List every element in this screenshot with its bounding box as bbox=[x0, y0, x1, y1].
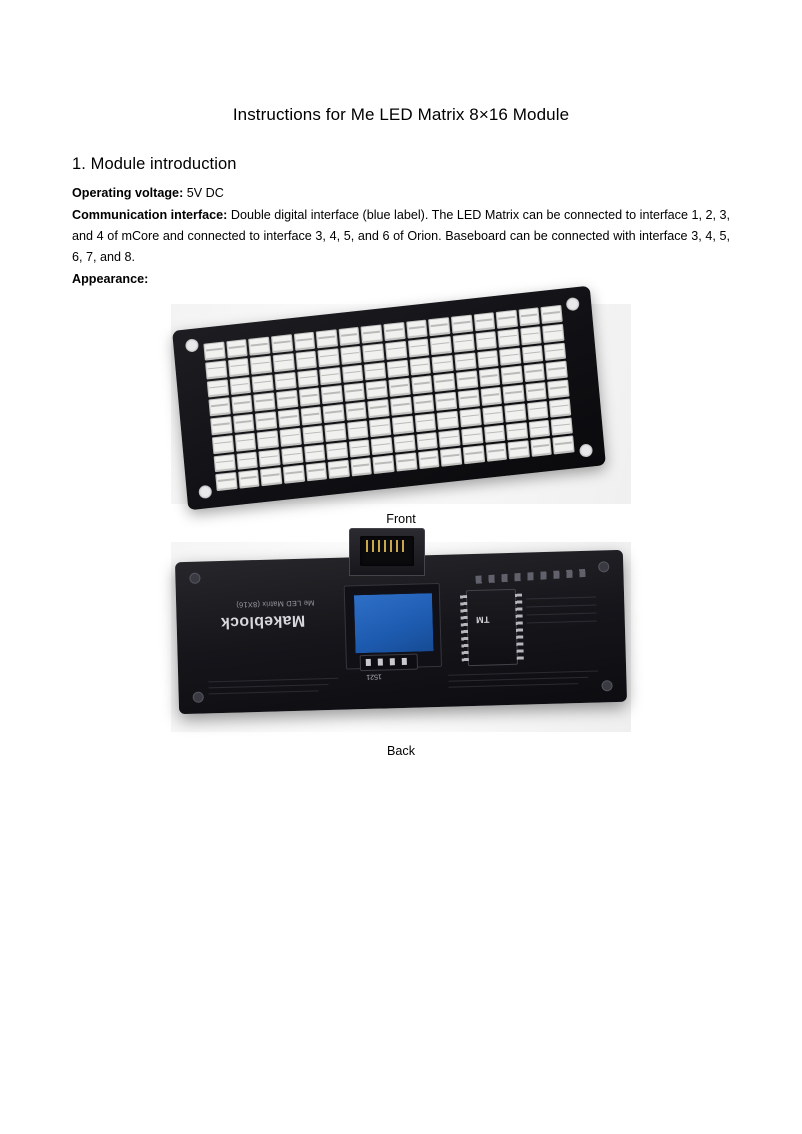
led-cell bbox=[233, 414, 255, 433]
led-cell bbox=[544, 342, 566, 361]
led-matrix-grid bbox=[203, 305, 574, 491]
led-cell bbox=[387, 359, 409, 378]
led-cell bbox=[338, 327, 360, 346]
communication-interface-line bbox=[72, 204, 730, 268]
led-cell bbox=[518, 307, 540, 326]
figure-caption-front: Front bbox=[386, 512, 416, 526]
led-cell bbox=[328, 460, 350, 479]
led-cell bbox=[278, 409, 300, 428]
led-cell bbox=[452, 333, 474, 352]
led-cell bbox=[451, 315, 473, 334]
board-model-text: Me LED Matrix (8X16) bbox=[236, 598, 315, 610]
led-cell bbox=[530, 438, 552, 457]
led-cell bbox=[390, 397, 412, 416]
led-cell bbox=[473, 312, 495, 331]
led-cell bbox=[435, 392, 457, 411]
led-cell bbox=[373, 455, 395, 474]
led-cell bbox=[302, 425, 324, 444]
led-cell bbox=[438, 429, 460, 448]
led-cell bbox=[252, 374, 274, 393]
led-cell bbox=[260, 467, 282, 486]
led-cell bbox=[253, 393, 275, 412]
led-cell bbox=[228, 358, 250, 377]
led-cell bbox=[414, 413, 436, 432]
led-cell bbox=[430, 336, 452, 355]
led-cell bbox=[459, 408, 481, 427]
led-cell bbox=[428, 317, 450, 336]
led-cell bbox=[546, 361, 568, 380]
led-cell bbox=[248, 337, 270, 356]
led-cell bbox=[383, 322, 405, 341]
section-heading-module-introduction: 1. Module introduction bbox=[72, 155, 237, 173]
led-cell bbox=[326, 441, 348, 460]
led-cell bbox=[283, 465, 305, 484]
rj25-socket bbox=[360, 536, 414, 566]
component-label-1521: 1521 bbox=[366, 672, 382, 680]
appearance-line bbox=[72, 268, 730, 290]
mounting-hole-icon bbox=[566, 297, 580, 311]
led-cell bbox=[485, 443, 507, 462]
led-cell bbox=[238, 470, 260, 489]
led-cell bbox=[527, 401, 549, 420]
led-cell bbox=[205, 360, 227, 379]
led-cell bbox=[525, 382, 547, 401]
operating-voltage-label: Operating voltage: bbox=[72, 186, 184, 200]
blue-connector bbox=[352, 591, 436, 655]
led-cell bbox=[281, 446, 303, 465]
front-board-image bbox=[171, 304, 631, 504]
led-cell bbox=[385, 341, 407, 360]
led-cell bbox=[506, 422, 528, 441]
communication-interface-label: Communication interface: bbox=[72, 208, 228, 222]
led-cell bbox=[411, 376, 433, 395]
led-cell bbox=[503, 384, 525, 403]
led-cell bbox=[458, 389, 480, 408]
ic-marking-text: TM bbox=[475, 614, 490, 625]
led-cell bbox=[523, 363, 545, 382]
led-cell bbox=[347, 420, 369, 439]
led-cell bbox=[259, 449, 281, 468]
led-cell bbox=[276, 390, 298, 409]
led-cell bbox=[549, 398, 571, 417]
led-cell bbox=[440, 448, 462, 467]
led-cell bbox=[371, 436, 393, 455]
led-cell bbox=[366, 380, 388, 399]
led-cell bbox=[392, 415, 414, 434]
back-board-image bbox=[171, 542, 631, 732]
led-cell bbox=[461, 427, 483, 446]
led-cell bbox=[478, 368, 500, 387]
led-cell bbox=[364, 362, 386, 381]
led-cell bbox=[454, 352, 476, 371]
led-cell bbox=[274, 372, 296, 391]
led-cell bbox=[413, 394, 435, 413]
led-cell bbox=[508, 440, 530, 459]
led-cell bbox=[522, 345, 544, 364]
rj25-port bbox=[349, 528, 425, 576]
led-cell bbox=[504, 403, 526, 422]
led-cell bbox=[340, 346, 362, 365]
led-cell bbox=[345, 402, 367, 421]
led-cell bbox=[250, 355, 272, 374]
led-cell bbox=[497, 328, 519, 347]
led-cell bbox=[496, 310, 518, 329]
led-cell bbox=[298, 388, 320, 407]
led-cell bbox=[553, 436, 575, 455]
led-cell bbox=[369, 418, 391, 437]
led-cell bbox=[207, 379, 229, 398]
mounting-hole-icon bbox=[198, 485, 212, 499]
led-cell bbox=[295, 350, 317, 369]
led-cell bbox=[279, 428, 301, 447]
led-cell bbox=[342, 364, 364, 383]
led-cell bbox=[475, 331, 497, 350]
pin-header bbox=[360, 654, 418, 672]
led-cell bbox=[229, 376, 251, 395]
led-cell bbox=[343, 383, 365, 402]
led-cell bbox=[483, 424, 505, 443]
led-cell bbox=[368, 399, 390, 418]
led-cell bbox=[215, 472, 237, 491]
led-cell bbox=[432, 354, 454, 373]
led-cell bbox=[407, 338, 429, 357]
led-cell bbox=[406, 320, 428, 339]
led-cell bbox=[463, 445, 485, 464]
led-cell bbox=[541, 305, 563, 324]
led-cell bbox=[437, 410, 459, 429]
led-cell bbox=[316, 329, 338, 348]
mounting-hole-icon bbox=[579, 443, 593, 457]
led-cell bbox=[234, 432, 256, 451]
led-cell bbox=[477, 350, 499, 369]
led-cell bbox=[393, 434, 415, 453]
brand-logo-text: Makeblock bbox=[220, 611, 306, 632]
led-cell bbox=[231, 395, 253, 414]
figure-caption-back: Back bbox=[387, 744, 415, 758]
led-cell bbox=[300, 406, 322, 425]
led-cell bbox=[416, 432, 438, 451]
led-cell bbox=[273, 353, 295, 372]
figure-front bbox=[72, 304, 730, 526]
communication-interface-value: Double digital interface (blue label). The LED Matrix can be connected to interface 1, 2, 3, and 4 of mCore and connected to interface 3, 4, 5, and 6 of Orion. Baseboard can be connected with interface 3, 4, 5, 6, 7, and 8. bbox=[72, 208, 730, 264]
led-cell bbox=[212, 435, 234, 454]
led-cell bbox=[305, 462, 327, 481]
led-cell bbox=[226, 339, 248, 358]
led-cell bbox=[542, 324, 564, 343]
led-cell bbox=[548, 380, 570, 399]
figure-back bbox=[72, 542, 730, 758]
led-cell bbox=[388, 378, 410, 397]
led-cell bbox=[501, 366, 523, 385]
led-cell bbox=[433, 373, 455, 392]
led-cell bbox=[255, 411, 277, 430]
led-cell bbox=[350, 458, 372, 477]
led-cell bbox=[362, 343, 384, 362]
led-cell bbox=[297, 369, 319, 388]
led-cell bbox=[324, 423, 346, 442]
led-cell bbox=[214, 454, 236, 473]
led-cell bbox=[456, 371, 478, 390]
led-cell bbox=[480, 387, 502, 406]
led-cell bbox=[203, 342, 225, 361]
led-cell bbox=[293, 332, 315, 351]
led-cell bbox=[271, 334, 293, 353]
led-cell bbox=[418, 450, 440, 469]
led-cell bbox=[528, 419, 550, 438]
led-cell bbox=[520, 326, 542, 345]
led-cell bbox=[304, 444, 326, 463]
operating-voltage-value: 5V DC bbox=[183, 186, 224, 200]
led-cell bbox=[395, 453, 417, 472]
operating-voltage-line bbox=[72, 174, 730, 204]
led-cell bbox=[499, 347, 521, 366]
led-cell bbox=[257, 430, 279, 449]
page-title: Instructions for Me LED Matrix 8×16 Module bbox=[232, 105, 570, 124]
led-cell bbox=[319, 367, 341, 386]
led-cell bbox=[551, 417, 573, 436]
ic-pins-left bbox=[460, 595, 469, 661]
led-cell bbox=[482, 406, 504, 425]
rj25-pins bbox=[366, 540, 408, 552]
led-cell bbox=[321, 385, 343, 404]
led-cell bbox=[409, 357, 431, 376]
led-cell bbox=[361, 324, 383, 343]
driver-ic bbox=[466, 589, 518, 666]
led-cell bbox=[208, 398, 230, 417]
led-cell bbox=[318, 348, 340, 367]
appearance-label: Appearance: bbox=[72, 272, 149, 286]
led-cell bbox=[236, 451, 258, 470]
led-cell bbox=[348, 439, 370, 458]
led-cell bbox=[210, 416, 232, 435]
led-cell bbox=[323, 404, 345, 423]
mounting-hole-icon bbox=[185, 338, 199, 352]
